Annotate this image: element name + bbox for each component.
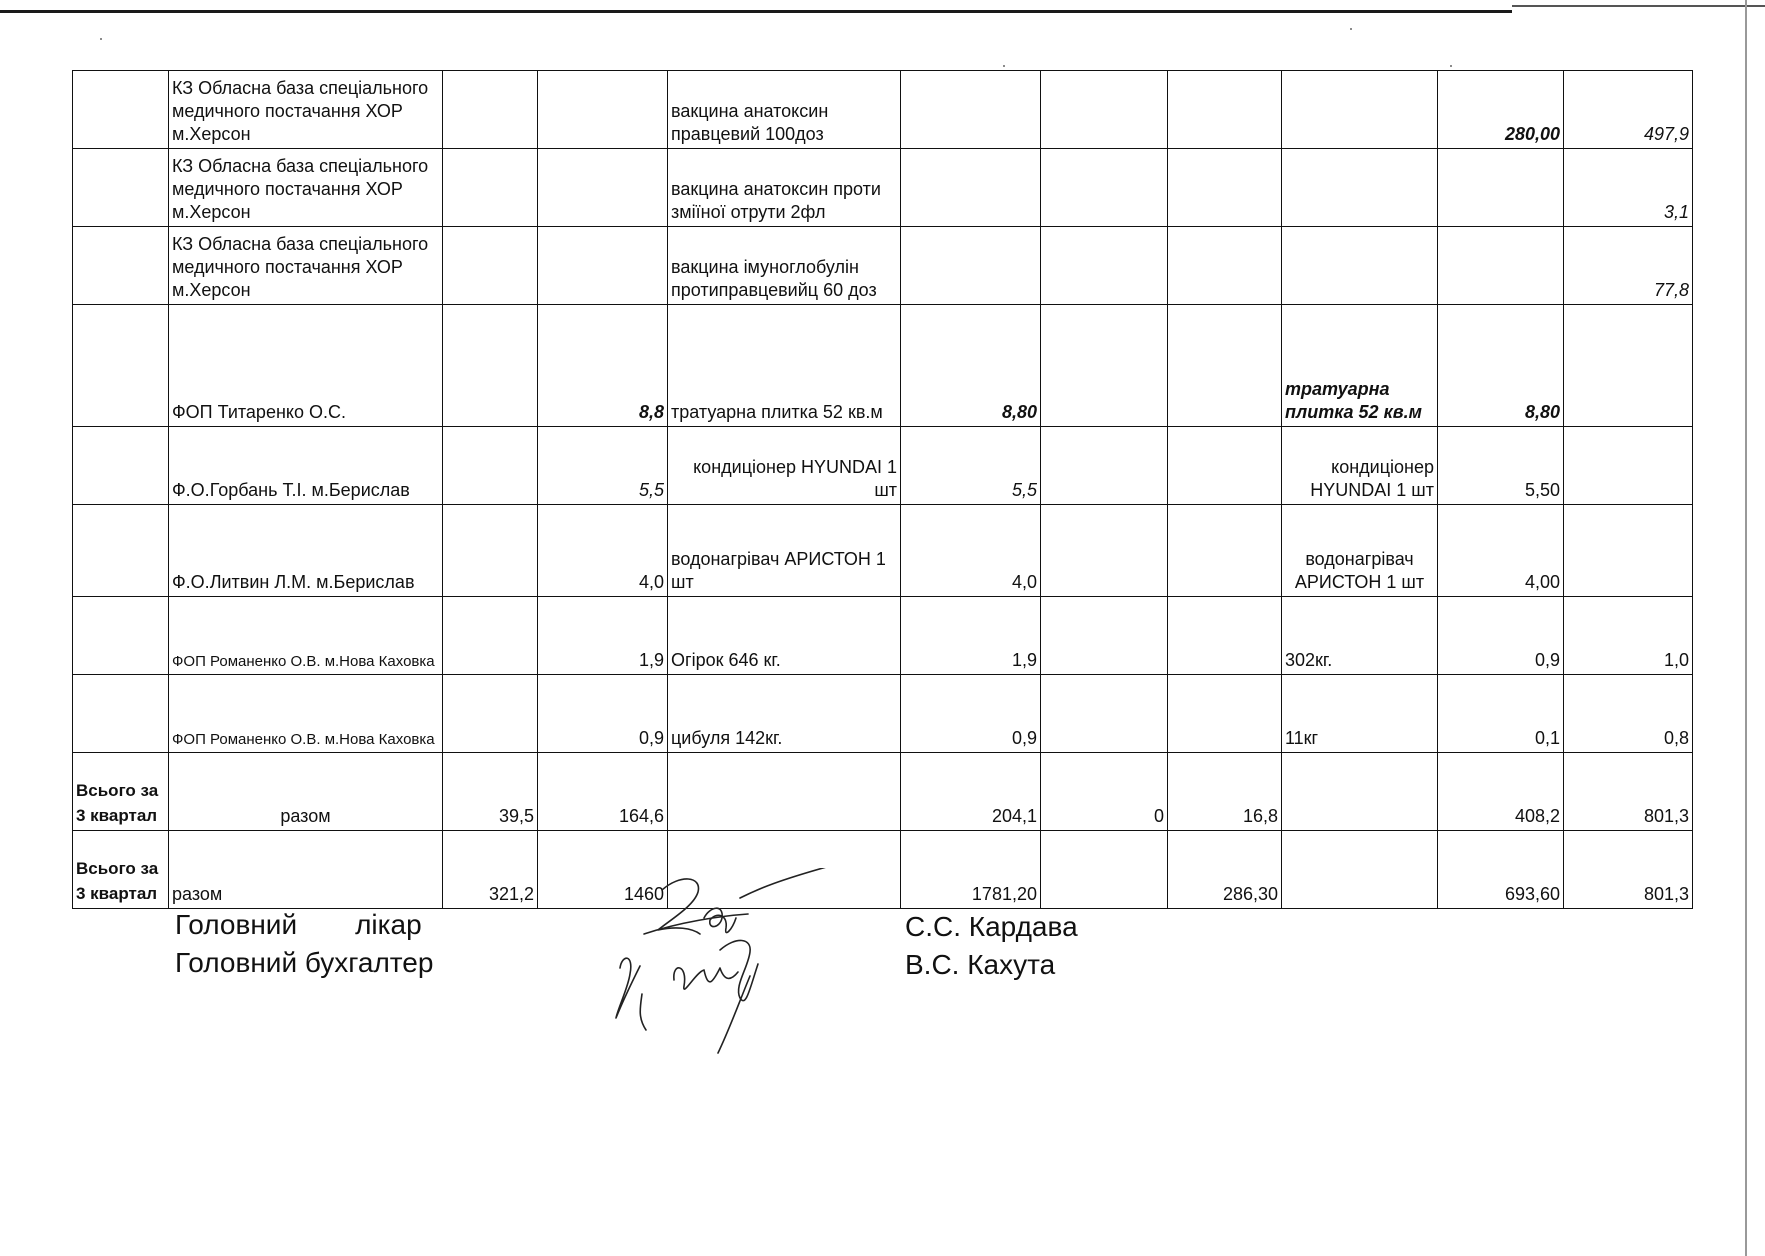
cell-amount — [1041, 305, 1168, 427]
cell-supplier: КЗ Обласна база спеціального медичного постачання ХОР м.Херсон — [169, 149, 443, 227]
cell-amount — [1168, 675, 1282, 753]
cell-item — [1282, 753, 1438, 831]
chief-doctor-title — [175, 906, 433, 944]
cell-item — [1282, 71, 1438, 149]
cell-amount — [1168, 597, 1282, 675]
cell-item: водонагрівач АРИСТОН 1 шт — [1282, 505, 1438, 597]
cell-item: 11кг — [1282, 675, 1438, 753]
cell-amount — [1041, 227, 1168, 305]
cell-amount: 8,80 — [1438, 305, 1564, 427]
cell-amount: 801,3 — [1564, 753, 1693, 831]
cell-period — [73, 427, 169, 505]
chief-accountant-title: Головний бухгалтер — [175, 947, 434, 978]
cell-amount: 5,5 — [538, 427, 668, 505]
cell-amount — [538, 149, 668, 227]
cell-amount — [1168, 305, 1282, 427]
cell-total-label: разом — [169, 753, 443, 831]
cell-amount — [901, 149, 1041, 227]
report-table — [72, 70, 1693, 909]
cell-amount — [538, 227, 668, 305]
cell-amount: 0,9 — [1438, 597, 1564, 675]
cell-amount: 321,2 — [443, 831, 538, 909]
cell-amount: 1,9 — [901, 597, 1041, 675]
cell-amount: 4,0 — [538, 505, 668, 597]
chief-accountant-name: В.С. Кахута — [905, 949, 1056, 980]
cell-supplier: Ф.О.Горбань Т.І. м.Берислав — [169, 427, 443, 505]
table-row — [73, 227, 1693, 305]
cell-item: вакцина імуноглобулін протиправцевийц 60 доз — [668, 227, 901, 305]
cell-amount: 1781,20 — [901, 831, 1041, 909]
cell-item: вакцина анатоксин проти зміїної отрути 2фл — [668, 149, 901, 227]
cell-amount — [538, 71, 668, 149]
cell-amount — [1168, 71, 1282, 149]
cell-amount — [1041, 427, 1168, 505]
table-row — [73, 305, 1693, 427]
cell-period: Всього за 3 квартал — [73, 831, 169, 909]
cell-amount — [443, 227, 538, 305]
cell-amount — [1168, 227, 1282, 305]
cell-amount: 0 — [1041, 753, 1168, 831]
table-row — [73, 505, 1693, 597]
cell-amount — [1438, 149, 1564, 227]
cell-amount — [443, 71, 538, 149]
cell-period — [73, 227, 169, 305]
cell-supplier: ФОП Романенко О.В. м.Нова Каховка — [169, 597, 443, 675]
handwritten-signature-icon — [600, 868, 850, 1058]
cell-item: кондиціонер HYUNDAI 1 шт — [668, 427, 901, 505]
cell-amount — [443, 597, 538, 675]
cell-supplier: КЗ Обласна база спеціального медичного постачання ХОР м.Херсон — [169, 227, 443, 305]
cell-amount: 0,9 — [901, 675, 1041, 753]
cell-item — [668, 753, 901, 831]
cell-item: 302кг. — [1282, 597, 1438, 675]
cell-amount: 0,8 — [1564, 675, 1693, 753]
scan-speck — [1450, 65, 1452, 67]
cell-amount: 497,9 — [1564, 71, 1693, 149]
cell-amount: 693,60 — [1438, 831, 1564, 909]
cell-period — [73, 675, 169, 753]
cell-item: кондиціонер HYUNDAI 1 шт — [1282, 427, 1438, 505]
cell-item: водонагрівач АРИСТОН 1 шт — [668, 505, 901, 597]
table-row — [73, 71, 1693, 149]
cell-item: Огірок 646 кг. — [668, 597, 901, 675]
cell-amount — [1564, 505, 1693, 597]
cell-item: вакцина анатоксин правцевий 100доз — [668, 71, 901, 149]
cell-period — [73, 71, 169, 149]
signatory-names — [905, 908, 1078, 984]
cell-amount: 0,9 — [538, 675, 668, 753]
cell-amount — [1168, 427, 1282, 505]
cell-amount — [1041, 71, 1168, 149]
cell-amount: 204,1 — [901, 753, 1041, 831]
cell-amount: 408,2 — [1438, 753, 1564, 831]
cell-amount — [443, 505, 538, 597]
table-row-total — [73, 831, 1693, 909]
cell-supplier: ФОП Романенко О.В. м.Нова Каховка — [169, 675, 443, 753]
cell-amount — [443, 675, 538, 753]
table-row — [73, 675, 1693, 753]
cell-period — [73, 505, 169, 597]
table-row — [73, 149, 1693, 227]
cell-amount: 39,5 — [443, 753, 538, 831]
cell-amount — [1041, 505, 1168, 597]
cell-amount: 5,50 — [1438, 427, 1564, 505]
chief-doctor-title-word1: Головний — [175, 909, 298, 940]
table-row-total — [73, 753, 1693, 831]
scan-speck — [1350, 28, 1352, 30]
scan-speck — [100, 38, 102, 40]
cell-amount: 16,8 — [1168, 753, 1282, 831]
cell-amount — [901, 71, 1041, 149]
cell-amount — [1041, 831, 1168, 909]
scan-edge-top — [0, 10, 1512, 13]
cell-amount: 286,30 — [1168, 831, 1282, 909]
cell-supplier: ФОП Титаренко О.С. — [169, 305, 443, 427]
cell-amount: 1,0 — [1564, 597, 1693, 675]
cell-amount: 5,5 — [901, 427, 1041, 505]
cell-item: тратуарна плитка 52 кв.м — [1282, 305, 1438, 427]
cell-period — [73, 597, 169, 675]
cell-amount: 0,1 — [1438, 675, 1564, 753]
cell-amount — [1041, 597, 1168, 675]
cell-amount — [443, 149, 538, 227]
cell-total-label: разом — [169, 831, 443, 909]
cell-item — [1282, 831, 1438, 909]
cell-amount — [1041, 149, 1168, 227]
cell-amount: 77,8 — [1564, 227, 1693, 305]
cell-amount — [1168, 505, 1282, 597]
cell-amount: 4,0 — [901, 505, 1041, 597]
cell-supplier: КЗ Обласна база спеціального медичного постачання ХОР м.Херсон — [169, 71, 443, 149]
cell-period — [73, 305, 169, 427]
cell-item — [1282, 227, 1438, 305]
cell-amount — [1168, 149, 1282, 227]
scan-edge-top-right — [1512, 5, 1765, 7]
cell-amount — [1438, 227, 1564, 305]
cell-period: Всього за 3 квартал — [73, 753, 169, 831]
cell-amount: 8,8 — [538, 305, 668, 427]
cell-amount: 3,1 — [1564, 149, 1693, 227]
cell-amount: 801,3 — [1564, 831, 1693, 909]
cell-supplier: Ф.О.Литвин Л.М. м.Берислав — [169, 505, 443, 597]
cell-amount: 280,00 — [1438, 71, 1564, 149]
cell-amount: 164,6 — [538, 753, 668, 831]
chief-doctor-name: С.С. Кардава — [905, 911, 1078, 942]
scan-edge-right — [1745, 0, 1747, 1256]
cell-amount: 1460 — [538, 831, 668, 909]
cell-item: тратуарна плитка 52 кв.м — [668, 305, 901, 427]
cell-item — [1282, 149, 1438, 227]
cell-amount — [1564, 305, 1693, 427]
cell-amount: 1,9 — [538, 597, 668, 675]
table-row — [73, 597, 1693, 675]
cell-amount: 4,00 — [1438, 505, 1564, 597]
cell-amount — [1041, 675, 1168, 753]
signatory-titles — [175, 906, 433, 982]
table-row — [73, 427, 1693, 505]
scan-speck — [1003, 65, 1005, 67]
cell-amount — [901, 227, 1041, 305]
cell-period — [73, 149, 169, 227]
cell-amount: 8,80 — [901, 305, 1041, 427]
cell-amount — [443, 427, 538, 505]
cell-amount — [1564, 427, 1693, 505]
cell-amount — [443, 305, 538, 427]
chief-doctor-title-word2: лікар — [355, 909, 422, 940]
cell-item: цибуля 142кг. — [668, 675, 901, 753]
